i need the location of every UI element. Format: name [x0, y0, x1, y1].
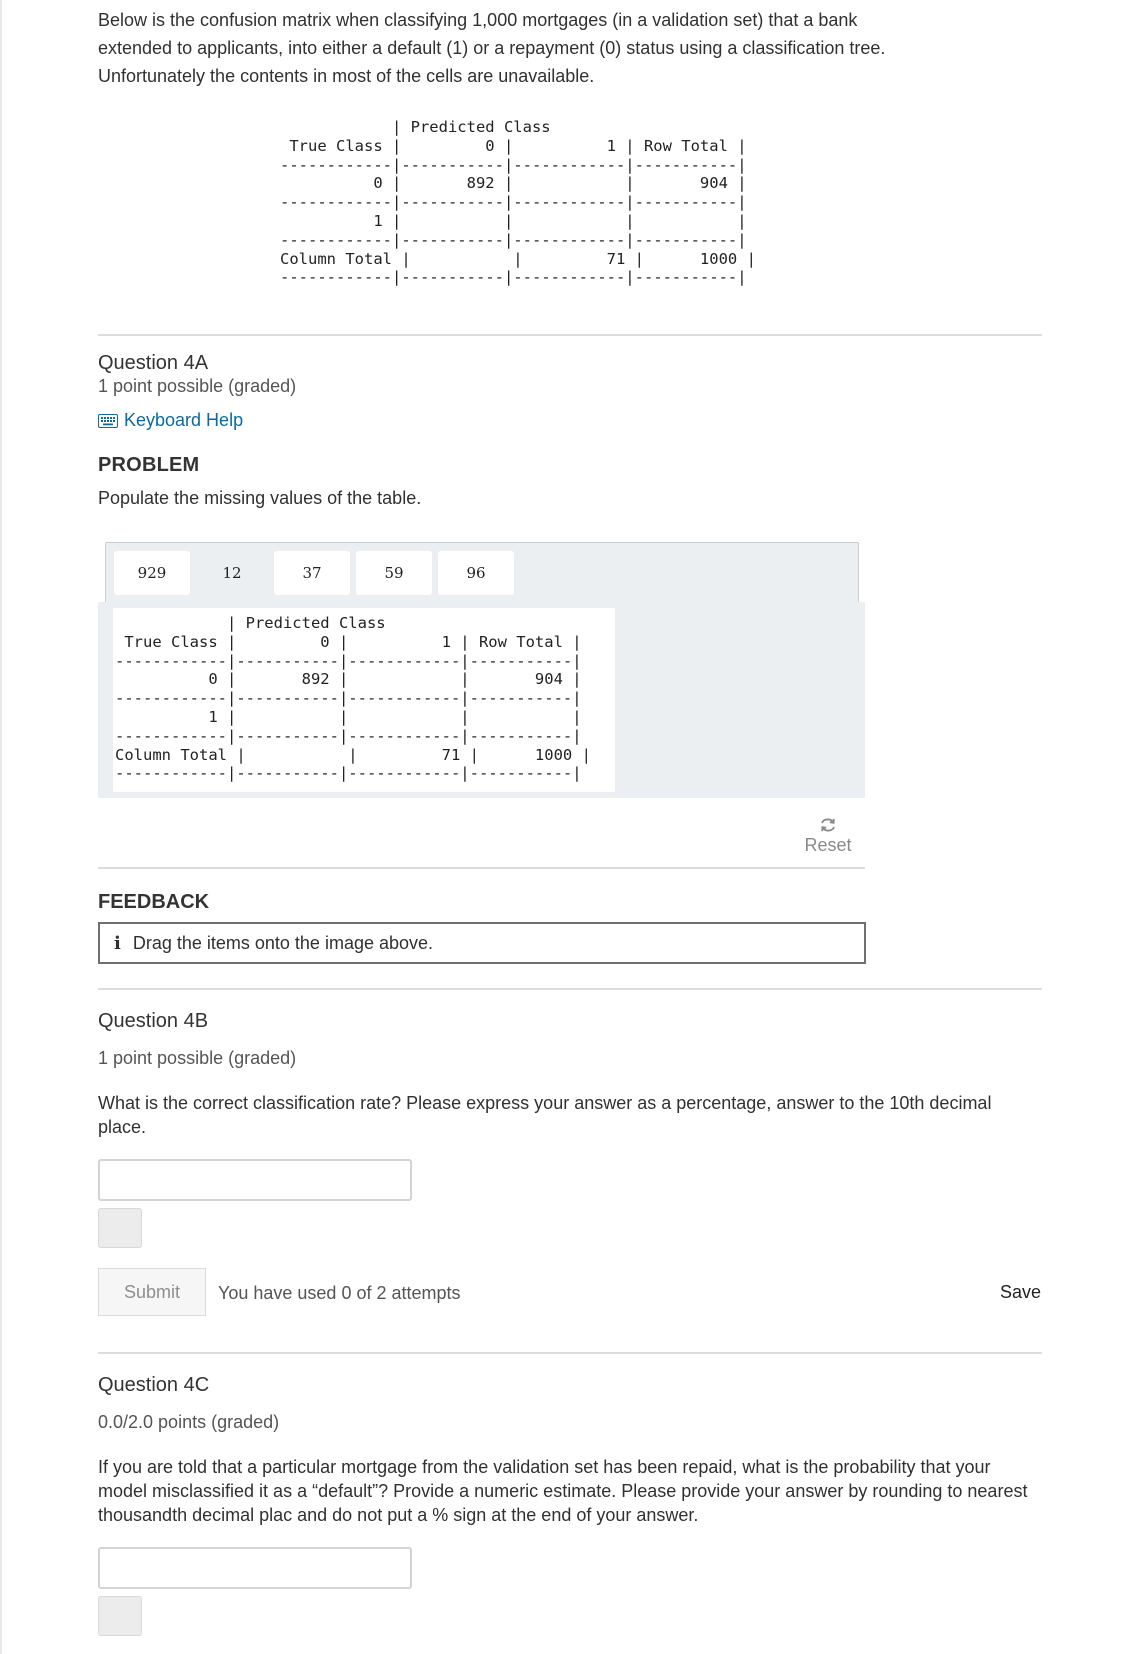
divider	[98, 1352, 1042, 1354]
confusion-matrix-image	[280, 118, 756, 287]
question-4c-title: Question 4C	[98, 1374, 210, 1396]
answer-status-indicator	[98, 1596, 142, 1636]
draggable-item[interactable]: 59	[356, 551, 432, 595]
draggable-item[interactable]: 37	[274, 551, 350, 595]
target-table-image	[113, 608, 615, 792]
confusion-matrix-text: | Predicted Class True Class | 0 | 1 | Row Total | ------------|-----------|------------|-----------| 0 | 892 | | 904 | ------------|-----------|------------|-----------| 1 | | | | ------------|-----------|------------|-----------| Column Total | | 71 | 1000 | ------------|-----------|------------|-----------|	[280, 118, 756, 287]
refresh-icon	[819, 817, 837, 833]
keyboard-help-link[interactable]	[98, 410, 243, 431]
feedback-message	[98, 922, 866, 964]
question-4b-title: Question 4B	[98, 1010, 209, 1032]
question-4a-points: 1 point possible (graded)	[98, 376, 297, 396]
problem-prompt: Populate the missing values of the table.	[98, 488, 422, 508]
submit-button[interactable]: Submit	[98, 1268, 206, 1316]
reset-label: Reset	[804, 835, 852, 855]
answer-status-indicator	[98, 1208, 142, 1248]
question-4b-prompt: What is the correct classification rate? Please express your answer as a percentage, answer to the 10th decimal place.	[98, 1093, 992, 1137]
divider	[98, 867, 865, 869]
divider	[98, 988, 1042, 990]
save-button[interactable]: Save	[1000, 1282, 1042, 1302]
intro-line-3: Unfortunately the contents in most of the cells are unavailable.	[98, 66, 595, 86]
item-bank	[105, 542, 859, 604]
intro-line-1: Below is the confusion matrix when classifying 1,000 mortgages (in a validation set) that a bank	[98, 10, 858, 30]
misclassification-probability-input[interactable]	[98, 1547, 412, 1589]
divider	[98, 334, 1042, 336]
problem-heading: PROBLEM	[98, 454, 200, 476]
info-icon: i	[114, 932, 121, 954]
intro-text	[98, 6, 1028, 90]
keyboard-icon	[98, 414, 118, 428]
feedback-text: Drag the items onto the image above.	[132, 932, 434, 953]
feedback-heading: FEEDBACK	[98, 891, 210, 913]
question-4b-points: 1 point possible (graded)	[98, 1048, 297, 1068]
draggable-item[interactable]: 12	[222, 564, 242, 582]
question-4c-points: 0.0/2.0 points (graded)	[98, 1412, 280, 1432]
question-4a-title: Question 4A	[98, 352, 209, 374]
left-border	[0, 0, 2, 1654]
attempts-text: You have used 0 of 2 attempts	[218, 1283, 461, 1303]
draggable-item[interactable]: 96	[438, 551, 514, 595]
reset-button[interactable]	[800, 817, 856, 856]
intro-line-2: extended to applicants, into either a default (1) or a repayment (0) status using a classification tree.	[98, 38, 886, 58]
target-table-text: | Predicted Class True Class | 0 | 1 | Row Total | ------------|-----------|------------|-----------| 0 | 892 | | 904 | ------------|-----------|------------|-----------| 1 | | | | ------------|-----------|------------|-----------| Column Total | | 71 | 1000 | ------------|-----------|------------|-----------|	[115, 614, 591, 783]
keyboard-help-label: Keyboard Help	[124, 410, 244, 430]
drop-target-area[interactable]	[98, 602, 865, 798]
question-4c-prompt: If you are told that a particular mortgage from the validation set has been repaid, what is the probability that your model misclassified it as a “default”? Provide a numeric estimate. Please provide your answer by rounding to nearest thousandth decimal plac and do not put a % sign at the end of your answer.	[98, 1457, 1028, 1525]
classification-rate-input[interactable]	[98, 1159, 412, 1201]
draggable-item[interactable]: 929	[114, 551, 190, 595]
